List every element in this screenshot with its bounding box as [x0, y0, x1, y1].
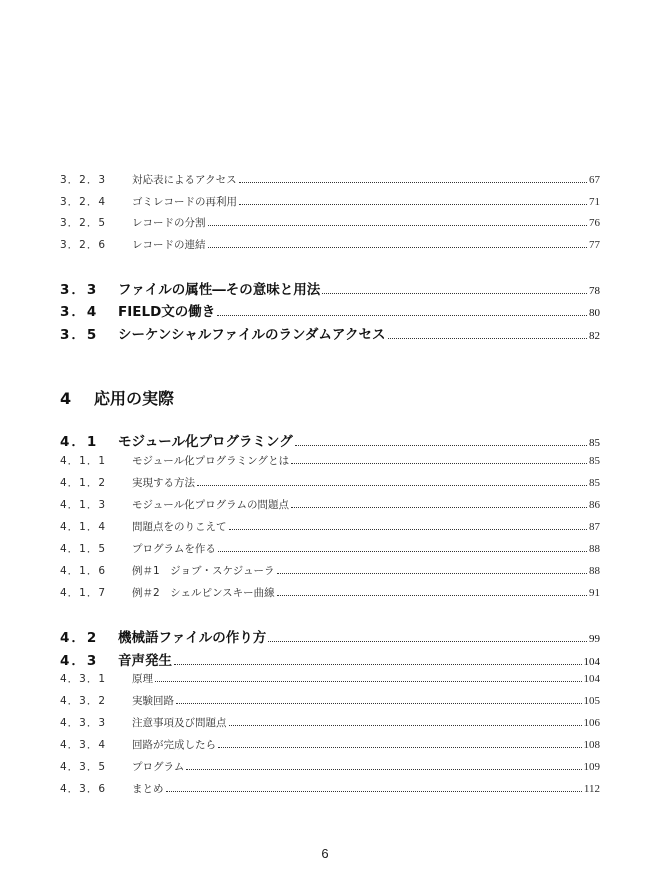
toc-entry[interactable]	[60, 649, 600, 669]
toc-title: モジュール化プログラミング	[118, 434, 293, 450]
toc-entry[interactable]	[60, 475, 600, 490]
toc-title: ファイルの属性―その意味と用法	[118, 282, 321, 298]
toc-page: 85	[589, 437, 600, 449]
toc-page: 106	[583, 717, 600, 729]
toc-page: 86	[589, 499, 600, 511]
toc-number: 4．3．6	[60, 783, 107, 795]
toc-number: 4．1	[60, 434, 99, 450]
dot-leader	[208, 247, 588, 248]
toc-title: 問題点をのりこえて	[132, 521, 227, 533]
toc-entry[interactable]	[60, 430, 600, 450]
toc-number: 4．2	[60, 630, 99, 646]
dot-leader	[322, 293, 587, 294]
toc-title: レコードの分割	[132, 217, 206, 229]
toc-page: 88	[589, 565, 600, 577]
toc-page: 99	[589, 633, 600, 645]
toc-entry[interactable]	[60, 563, 600, 578]
toc-title: プログラム	[132, 761, 185, 773]
toc-entry[interactable]	[60, 715, 600, 730]
toc-page: 104	[583, 673, 600, 685]
toc-entry[interactable]	[60, 693, 600, 708]
toc-number: 3．2．5	[60, 217, 107, 229]
toc-page: 88	[589, 543, 600, 555]
toc-title: 例＃1 ジョブ・スケジューラ	[132, 565, 275, 577]
toc-number: 4．3．2	[60, 695, 107, 707]
toc-page: 104	[583, 656, 600, 668]
toc-entry[interactable]	[60, 737, 600, 752]
toc-page: 109	[583, 761, 600, 773]
toc-number: 3．2．6	[60, 239, 107, 251]
toc-number: 4．1．4	[60, 521, 107, 533]
toc-title: モジュール化プログラムの問題点	[132, 499, 289, 511]
toc-page: 77	[589, 239, 600, 251]
toc-page: 71	[589, 196, 600, 208]
toc-page: 82	[589, 330, 600, 342]
toc-title: 注意事項及び問題点	[132, 717, 227, 729]
dot-leader	[174, 664, 582, 665]
toc-entry[interactable]	[60, 759, 600, 774]
toc-number: 4．3．5	[60, 761, 107, 773]
dot-leader	[239, 182, 587, 183]
toc-title: 実現する方法	[132, 477, 195, 489]
toc-page: 108	[583, 739, 600, 751]
dot-leader	[277, 573, 587, 574]
toc-entry[interactable]	[60, 194, 600, 209]
dot-leader	[155, 681, 582, 682]
chapter-title: 応用の実際	[94, 389, 175, 408]
toc-page: 87	[589, 521, 600, 533]
toc-number: 4．1．2	[60, 477, 107, 489]
toc-title: 音声発生	[118, 653, 172, 669]
toc-page: 85	[589, 455, 600, 467]
toc-title: プログラムを作る	[132, 543, 216, 555]
dot-leader	[218, 551, 587, 552]
toc-title: モジュール化プログラミングとは	[132, 455, 290, 467]
toc-page: 105	[583, 695, 600, 707]
toc-number: 4．3	[60, 653, 99, 669]
toc-page: 80	[589, 307, 600, 319]
toc-entry[interactable]	[60, 278, 600, 298]
toc-entry[interactable]	[60, 626, 600, 646]
toc-page: 91	[589, 587, 600, 599]
dot-leader	[186, 769, 581, 770]
toc-title: まとめ	[132, 783, 164, 795]
toc-title: 実験回路	[132, 695, 174, 707]
toc-number: 4．1．5	[60, 543, 107, 555]
chapter-number: 4	[60, 389, 72, 408]
toc-entry[interactable]	[60, 172, 600, 187]
dot-leader	[208, 225, 588, 226]
toc-title: 例＃2 シェルピンスキー曲線	[132, 587, 275, 599]
toc-page: 85	[589, 477, 600, 489]
dot-leader	[239, 204, 587, 205]
toc-entry[interactable]	[60, 541, 600, 556]
dot-leader	[217, 315, 587, 316]
toc-page: 112	[583, 783, 600, 795]
dot-leader	[295, 445, 587, 446]
toc-number: 3．3	[60, 282, 99, 298]
toc-number: 4．1．1	[60, 455, 107, 467]
dot-leader	[229, 529, 588, 530]
toc-entry[interactable]	[60, 671, 600, 686]
toc-entry[interactable]	[60, 585, 600, 600]
dot-leader	[291, 463, 587, 464]
toc-entry[interactable]	[60, 497, 600, 512]
dot-leader	[291, 507, 587, 508]
toc-number: 4．1．7	[60, 587, 107, 599]
toc-page: 78	[589, 285, 600, 297]
toc-number: 4．1．6	[60, 565, 107, 577]
toc-entry[interactable]	[60, 300, 600, 320]
toc-entry[interactable]	[60, 237, 600, 252]
toc-number: 3．4	[60, 304, 99, 320]
toc-title: 対応表によるアクセス	[132, 174, 237, 186]
dot-leader	[176, 703, 582, 704]
dot-leader	[218, 747, 582, 748]
chapter-heading[interactable]	[60, 386, 174, 409]
toc-number: 4．3．1	[60, 673, 107, 685]
toc-number: 3．2．4	[60, 196, 107, 208]
toc-number: 3．5	[60, 327, 99, 343]
toc-title: シーケンシャルファイルのランダムアクセス	[118, 327, 386, 343]
toc-entry[interactable]	[60, 453, 600, 468]
toc-entry[interactable]	[60, 323, 600, 343]
toc-title: 原理	[132, 673, 153, 685]
toc-title: 機械語ファイルの作り方	[118, 630, 267, 646]
toc-title: レコードの連結	[132, 239, 206, 251]
toc-number: 4．1．3	[60, 499, 107, 511]
toc-page: 76	[589, 217, 600, 229]
toc-entry[interactable]	[60, 519, 600, 534]
dot-leader	[229, 725, 582, 726]
dot-leader	[277, 595, 587, 596]
page-number: 6	[321, 846, 329, 861]
toc-entry[interactable]	[60, 781, 600, 796]
toc-entry[interactable]	[60, 215, 600, 230]
dot-leader	[388, 338, 587, 339]
dot-leader	[166, 791, 582, 792]
toc-number: 4．3．4	[60, 739, 107, 751]
toc-number: 4．3．3	[60, 717, 107, 729]
toc-title: FIELD文の働き	[118, 304, 216, 320]
dot-leader	[197, 485, 587, 486]
toc-title: ゴミレコードの再利用	[132, 196, 237, 208]
toc-title: 回路が完成したら	[132, 739, 216, 751]
toc-page: 67	[589, 174, 600, 186]
dot-leader	[268, 641, 587, 642]
toc-number: 3．2．3	[60, 174, 107, 186]
